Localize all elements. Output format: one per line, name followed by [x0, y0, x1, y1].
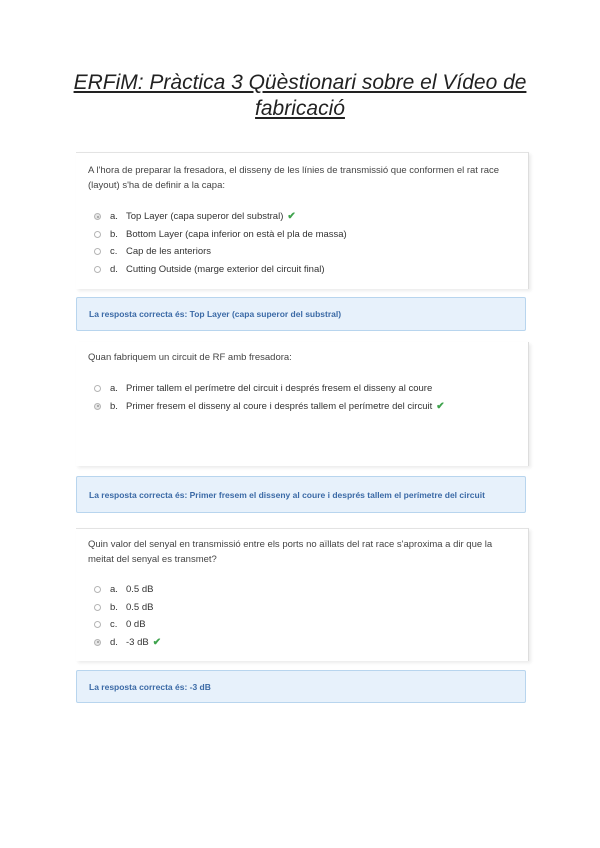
option-letter: b.	[110, 601, 118, 613]
radio-button[interactable]	[94, 385, 101, 392]
option-label: Cap de les anteriors	[126, 246, 212, 258]
option-label: 0 dB	[126, 619, 146, 631]
radio-button[interactable]	[94, 604, 101, 611]
question-text: A l'hora de preparar la fresadora, el disseny de les línies de transmissió que conformen el rat race (layout) s'ha de definir a la capa:	[88, 165, 500, 191]
option-label: Primer tallem el perímetre del circuit i després fresem el disseny al coure	[126, 383, 433, 395]
radio-button[interactable]	[94, 213, 101, 220]
question-card-3	[76, 528, 529, 661]
correct-answer-feedback: La resposta correcta és: -3 dB	[76, 670, 526, 703]
answer-options	[94, 208, 518, 278]
question-text: Quan fabriquem un circuit de RF amb fresadora:	[88, 352, 292, 363]
option-d[interactable]	[94, 634, 518, 652]
checkmark-icon: ✔	[152, 636, 162, 648]
option-a[interactable]	[94, 581, 518, 599]
option-label: Cutting Outside (marge exterior del circuit final)	[126, 263, 325, 275]
option-a[interactable]	[94, 380, 518, 398]
option-letter: a.	[110, 584, 118, 596]
option-letter: b.	[110, 400, 118, 412]
option-label: Primer fresem el disseny al coure i després tallem el perímetre del circuit	[126, 400, 433, 412]
page-title: ERFiM: Pràctica 3 Qüèstionari sobre el Vídeo de fabricació	[73, 71, 527, 120]
radio-button[interactable]	[94, 266, 101, 273]
answer-options	[94, 581, 518, 651]
option-b[interactable]	[94, 226, 518, 244]
question-card-1	[76, 152, 529, 289]
question-card-2	[76, 342, 529, 466]
radio-button[interactable]	[94, 586, 101, 593]
option-letter: a.	[110, 383, 118, 395]
correct-answer-feedback: La resposta correcta és: Top Layer (capa superor del substral)	[76, 297, 526, 331]
option-letter: d.	[110, 263, 118, 275]
option-label: 0.5 dB	[126, 601, 154, 613]
option-letter: c.	[110, 619, 118, 631]
radio-button[interactable]	[94, 639, 101, 646]
radio-button[interactable]	[94, 621, 101, 628]
option-c[interactable]	[94, 616, 518, 634]
option-label: Bottom Layer (capa inferior on està el pla de massa)	[126, 228, 347, 240]
radio-button[interactable]	[94, 248, 101, 255]
option-letter: b.	[110, 228, 118, 240]
checkmark-icon: ✔	[287, 211, 296, 223]
option-letter: a.	[110, 211, 118, 223]
question-text: Quin valor del senyal en transmissió entre els ports no aïllats del rat race s'aproxima a dir que la meitat del senyal es transmet?	[88, 539, 493, 565]
option-a[interactable]	[94, 208, 518, 226]
option-c[interactable]	[94, 243, 518, 261]
radio-button[interactable]	[94, 403, 101, 410]
option-label: -3 dB	[126, 636, 149, 648]
option-label: Top Layer (capa superor del substral)	[126, 211, 284, 223]
option-d[interactable]	[94, 261, 518, 279]
correct-answer-feedback: La resposta correcta és: Primer fresem el disseny al coure i després tallem el perímetre del circuit	[76, 476, 526, 513]
option-b[interactable]	[94, 398, 518, 416]
option-b[interactable]	[94, 599, 518, 617]
option-label: 0.5 dB	[126, 584, 154, 596]
checkmark-icon: ✔	[436, 400, 445, 412]
radio-button[interactable]	[94, 231, 101, 238]
option-letter: d.	[110, 636, 118, 648]
answer-options	[94, 380, 518, 415]
option-letter: c.	[110, 246, 118, 258]
